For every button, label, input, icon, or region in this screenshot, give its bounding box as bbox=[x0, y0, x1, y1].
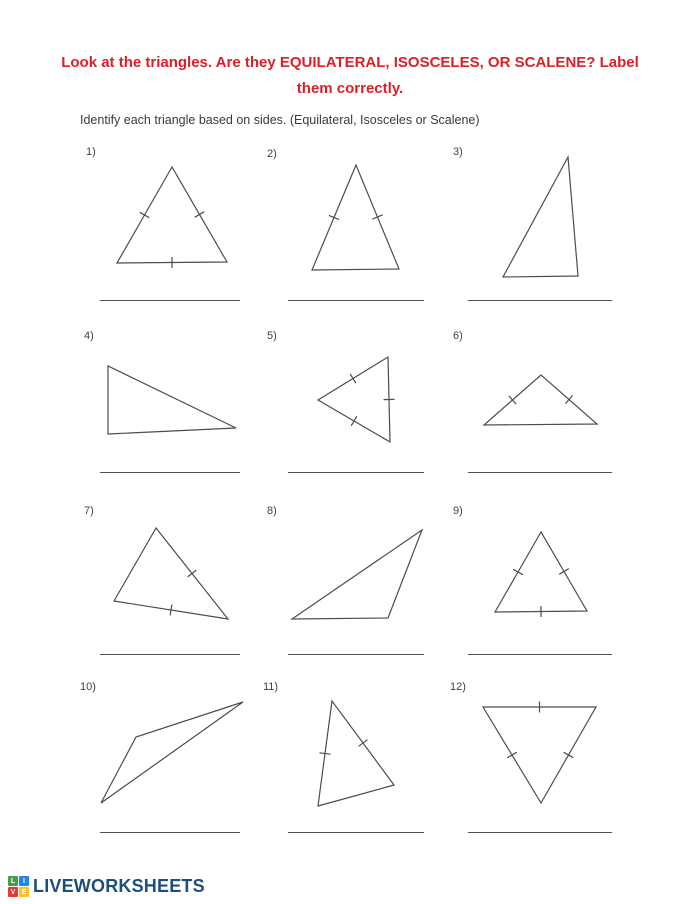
problem-number-4: 4) bbox=[84, 330, 94, 342]
problem-number-9: 9) bbox=[453, 505, 463, 517]
tick-mark bbox=[351, 416, 357, 426]
problem-number-11: 11) bbox=[263, 681, 279, 693]
footer bbox=[8, 876, 205, 897]
triangle-11 bbox=[318, 701, 394, 806]
answer-line-3[interactable] bbox=[468, 300, 612, 301]
triangle-9 bbox=[495, 532, 587, 617]
problem-number-10: 10) bbox=[80, 681, 96, 693]
tick-mark bbox=[507, 752, 516, 758]
tick-mark bbox=[359, 740, 368, 747]
tick-mark bbox=[320, 753, 331, 754]
tick-mark bbox=[513, 569, 523, 574]
answer-line-2[interactable] bbox=[288, 300, 424, 301]
triangle-7 bbox=[114, 528, 228, 619]
problem-number-7: 7) bbox=[84, 505, 94, 517]
tick-mark bbox=[140, 212, 150, 217]
problem-number-6: 6) bbox=[453, 330, 463, 342]
triangle-10 bbox=[101, 702, 243, 803]
tick-mark bbox=[564, 752, 574, 757]
answer-line-7[interactable] bbox=[100, 654, 240, 655]
answer-line-9[interactable] bbox=[468, 654, 612, 655]
triangle-12 bbox=[483, 702, 596, 804]
worksheet-instruction: Identify each triangle based on sides. (Equilateral, Isosceles or Scalene) bbox=[80, 113, 480, 127]
triangle-6 bbox=[484, 375, 597, 425]
answer-line-10[interactable] bbox=[100, 832, 240, 833]
problem-number-1: 1) bbox=[86, 146, 96, 158]
tick-mark bbox=[350, 374, 356, 383]
answer-line-5[interactable] bbox=[288, 472, 424, 473]
triangle-2 bbox=[312, 165, 399, 270]
liveworksheets-brand: LIVEWORKSHEETS bbox=[33, 876, 205, 896]
triangle-5 bbox=[318, 357, 395, 442]
answer-line-4[interactable] bbox=[100, 472, 240, 473]
problem-number-8: 8) bbox=[267, 505, 277, 517]
problem-number-12: 12) bbox=[450, 681, 466, 693]
logo-block-v: V bbox=[8, 887, 18, 897]
answer-line-12[interactable] bbox=[468, 832, 612, 833]
tick-mark bbox=[188, 570, 197, 577]
logo-block-l: L bbox=[8, 876, 18, 886]
answer-line-1[interactable] bbox=[100, 300, 240, 301]
logo-block-e: E bbox=[19, 887, 29, 897]
triangle-8 bbox=[292, 530, 422, 619]
answer-line-6[interactable] bbox=[468, 472, 612, 473]
logo-block-i: I bbox=[19, 876, 29, 886]
problem-number-2: 2) bbox=[267, 148, 277, 160]
worksheet-heading: Look at the triangles. Are they EQUILATERAL, ISOSCELES, OR SCALENE? Label them correctly. bbox=[61, 54, 639, 97]
triangle-3 bbox=[503, 157, 578, 277]
triangle-4 bbox=[108, 366, 236, 434]
liveworksheets-logo-icon bbox=[8, 876, 29, 897]
answer-line-11[interactable] bbox=[288, 832, 424, 833]
problem-number-5: 5) bbox=[267, 330, 277, 342]
triangle-1 bbox=[117, 167, 227, 268]
tick-mark bbox=[559, 569, 569, 575]
tick-mark bbox=[195, 212, 205, 218]
answer-line-8[interactable] bbox=[288, 654, 424, 655]
problem-number-3: 3) bbox=[453, 146, 463, 158]
